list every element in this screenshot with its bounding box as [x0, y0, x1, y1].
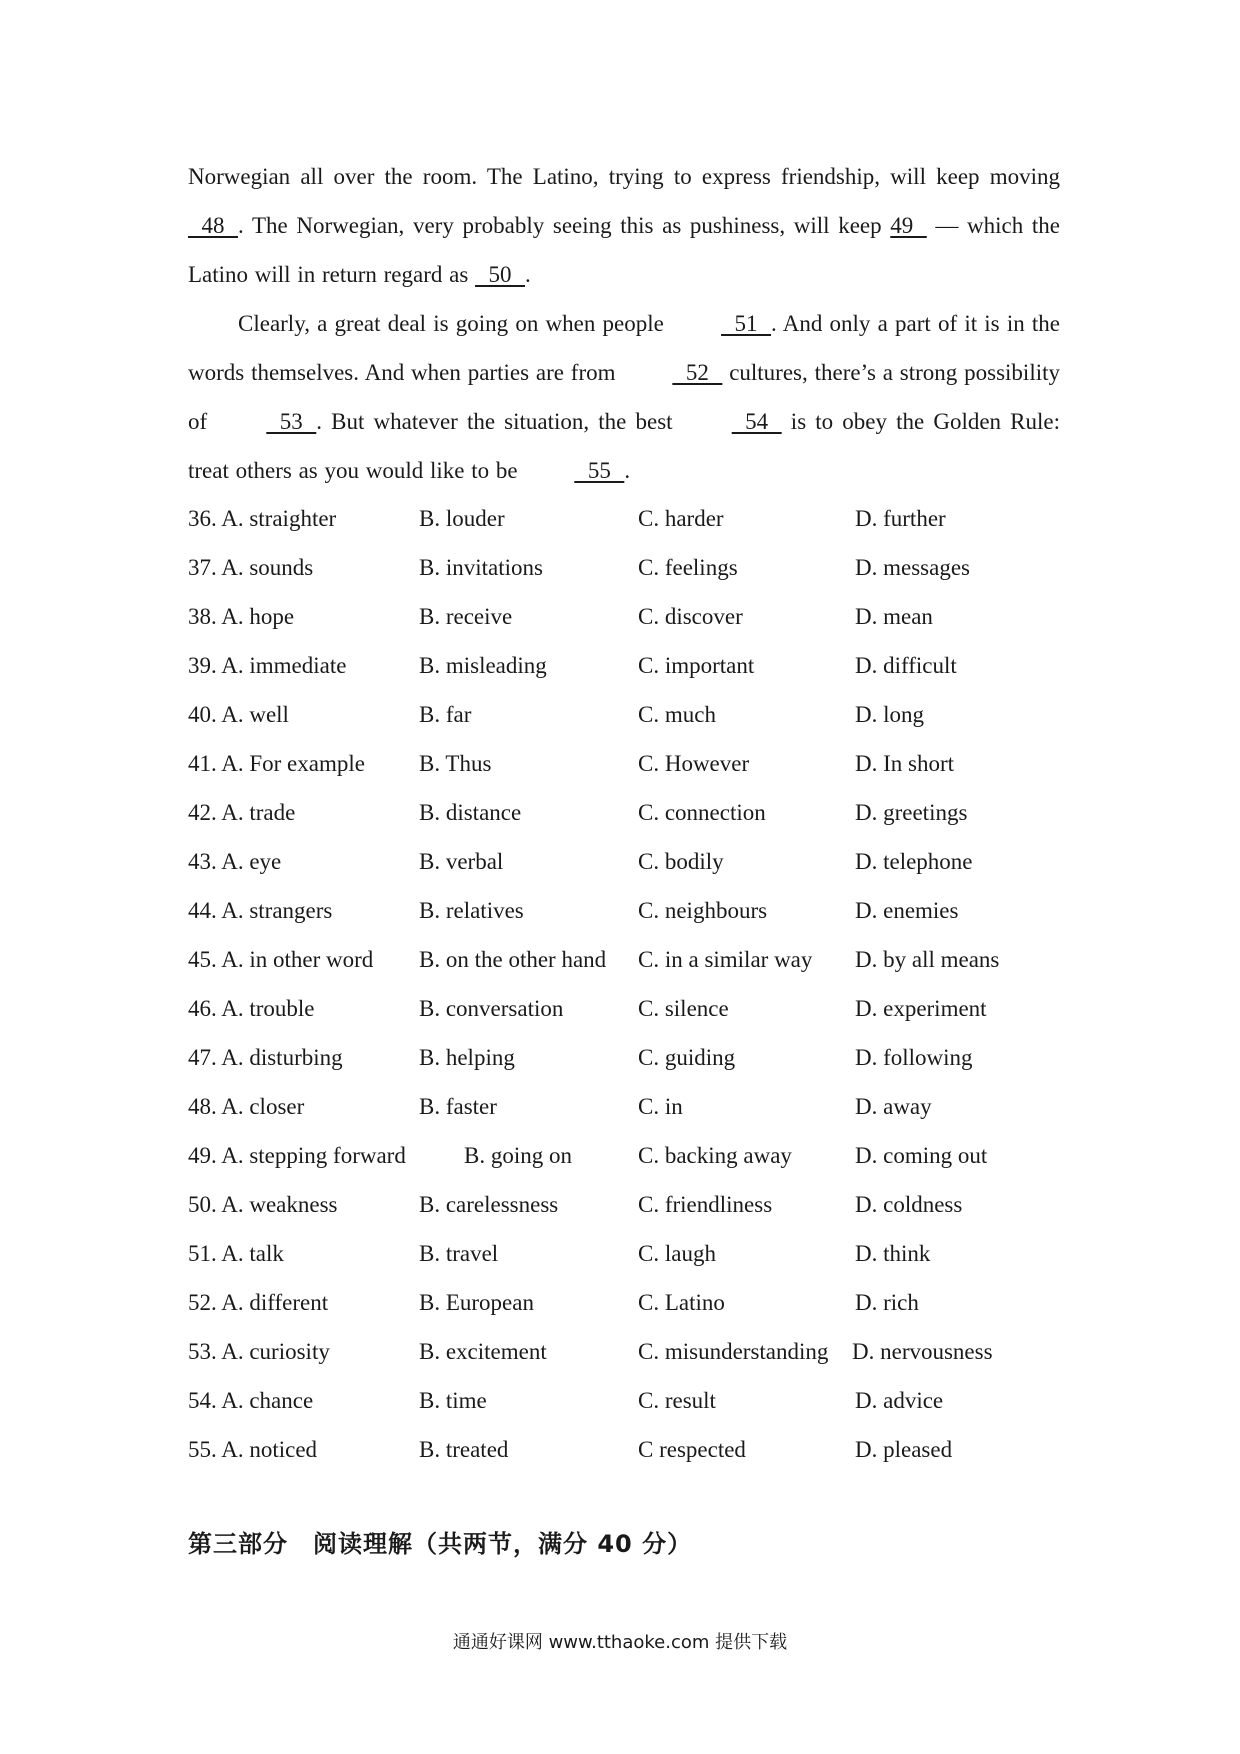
option-d: D. following — [855, 1045, 973, 1070]
option-b: B. helping — [419, 1045, 515, 1070]
blank-49: 49 — [890, 213, 927, 238]
passage-text: . — [624, 458, 631, 483]
option-b: B. misleading — [419, 653, 547, 678]
question-row — [188, 984, 1068, 1033]
question-row — [188, 1082, 1068, 1131]
option-d: D. In short — [855, 751, 955, 776]
passage-paragraph-1 — [188, 152, 1060, 299]
question-row — [188, 641, 1068, 690]
option-d: D. by all means — [855, 947, 1000, 972]
option-a: 48. A. closer — [188, 1094, 305, 1119]
option-c: C. connection — [638, 800, 766, 825]
option-d: D. experiment — [855, 996, 987, 1021]
option-d: D. enemies — [855, 898, 959, 923]
passage-paragraph-2 — [188, 299, 1060, 495]
option-c: C. feelings — [638, 555, 738, 580]
option-b: B. far — [419, 702, 472, 727]
question-row — [188, 1327, 1068, 1376]
option-a: 43. A. eye — [188, 849, 282, 874]
option-b: B. treated — [419, 1437, 509, 1462]
option-d: D. pleased — [855, 1437, 953, 1462]
question-row — [188, 1278, 1068, 1327]
answer-options-list — [188, 494, 1068, 1474]
option-a: 44. A. strangers — [188, 898, 333, 923]
blank-55: 55 — [574, 458, 625, 483]
passage-text: Norwegian all over the room. The Latino, trying to express friendship, will keep moving — [188, 164, 1060, 189]
option-b: B. receive — [419, 604, 513, 629]
option-d: D. coming out — [855, 1143, 988, 1168]
option-d: D. nervousness — [852, 1339, 993, 1364]
passage-text: is to obey the Golden Rule: treat others as you would like to be — [188, 409, 1061, 483]
option-c: C. silence — [638, 996, 729, 1021]
question-row — [188, 739, 1068, 788]
option-a: 50. A. weakness — [188, 1192, 338, 1217]
option-c: C. misunderstanding — [638, 1339, 829, 1364]
option-a: 53. A. curiosity — [188, 1339, 330, 1364]
option-d: D. long — [855, 702, 924, 727]
option-b: B. excitement — [419, 1339, 547, 1364]
option-d: D. further — [855, 506, 946, 531]
option-a: 45. A. in other word — [188, 947, 374, 972]
option-d: D. greetings — [855, 800, 968, 825]
option-c: C. friendliness — [638, 1192, 773, 1217]
option-d: D. messages — [855, 555, 970, 580]
option-c: C. harder — [638, 506, 724, 531]
option-d: D. away — [855, 1094, 932, 1119]
option-c: C. bodily — [638, 849, 724, 874]
option-c: C. However — [638, 751, 750, 776]
option-c: C. Latino — [638, 1290, 725, 1315]
option-c: C. in — [638, 1094, 683, 1119]
option-b: B. travel — [419, 1241, 499, 1266]
option-a: 55. A. noticed — [188, 1437, 318, 1462]
question-row — [188, 543, 1068, 592]
option-c: C. result — [638, 1388, 716, 1413]
question-row — [188, 1229, 1068, 1278]
question-row — [188, 886, 1068, 935]
option-c: C. in a similar way — [638, 947, 813, 972]
option-a: 41. A. For example — [188, 751, 365, 776]
option-b: B. conversation — [419, 996, 564, 1021]
blank-48: 48 — [188, 213, 238, 238]
option-b: B. time — [419, 1388, 487, 1413]
option-d: D. coldness — [855, 1192, 963, 1217]
option-b: B. carelessness — [419, 1192, 559, 1217]
passage-text: Clearly, a great deal is going on when people — [238, 311, 672, 336]
blank-51: 51 — [721, 311, 772, 336]
option-a: 38. A. hope — [188, 604, 295, 629]
option-d: D. think — [855, 1241, 931, 1266]
option-d: D. mean — [855, 604, 933, 629]
passage-text: cultures, there’s a strong possibility of — [188, 360, 1060, 434]
option-d: D. difficult — [855, 653, 957, 678]
option-d: D. rich — [855, 1290, 919, 1315]
option-c: C respected — [638, 1437, 746, 1462]
option-d: D. advice — [855, 1388, 944, 1413]
question-row — [188, 592, 1068, 641]
option-a: 37. A. sounds — [188, 555, 314, 580]
option-a: 42. A. trade — [188, 800, 296, 825]
option-b: B. on the other hand — [419, 947, 607, 972]
option-a: 52. A. different — [188, 1290, 329, 1315]
question-row — [188, 1376, 1068, 1425]
option-b: B. going on — [464, 1143, 572, 1168]
option-b: B. Thus — [419, 751, 492, 776]
option-c: C. guiding — [638, 1045, 736, 1070]
option-b: B. faster — [419, 1094, 497, 1119]
option-b: B. louder — [419, 506, 505, 531]
blank-54: 54 — [731, 409, 782, 434]
question-row — [188, 1425, 1068, 1474]
option-a: 54. A. chance — [188, 1388, 314, 1413]
option-b: B. verbal — [419, 849, 504, 874]
section-heading: 第三部分 阅读理解（共两节，满分 40 分） — [188, 1530, 693, 1558]
option-a: 36. A. straighter — [188, 506, 337, 531]
option-b: B. European — [419, 1290, 534, 1315]
option-a: 39. A. immediate — [188, 653, 347, 678]
question-row — [188, 1180, 1068, 1229]
option-c: C. discover — [638, 604, 743, 629]
option-c: C. laugh — [638, 1241, 716, 1266]
passage-text: . The Norwegian, very probably seeing this as pushiness, will keep — [238, 213, 891, 238]
option-c: C. important — [638, 653, 755, 678]
question-row — [188, 494, 1068, 543]
option-c: C. neighbours — [638, 898, 768, 923]
option-a: 47. A. disturbing — [188, 1045, 343, 1070]
option-b: B. distance — [419, 800, 522, 825]
blank-52: 52 — [672, 360, 723, 385]
option-a: 40. A. well — [188, 702, 289, 727]
passage-text: . But whatever the situation, the best — [316, 409, 682, 434]
option-c: C. backing away — [638, 1143, 792, 1168]
blank-50: 50 — [475, 262, 526, 287]
question-row — [188, 690, 1068, 739]
question-row — [188, 935, 1068, 984]
question-row — [188, 1131, 1068, 1180]
option-a: 51. A. talk — [188, 1241, 284, 1266]
question-row — [188, 837, 1068, 886]
passage-text: . And only a part of it is in the words themselves. And when parties are from — [188, 311, 1061, 385]
option-a: 46. A. trouble — [188, 996, 315, 1021]
option-d: D. telephone — [855, 849, 973, 874]
passage-text: — which the Latino will in return regard as — [188, 213, 1060, 287]
question-row — [188, 1033, 1068, 1082]
passage-text: . — [525, 262, 531, 287]
option-b: B. relatives — [419, 898, 524, 923]
option-c: C. much — [638, 702, 716, 727]
option-b: B. invitations — [419, 555, 543, 580]
page-footer: 通通好课网 www.tthaoke.com 提供下载 — [452, 1632, 788, 1653]
question-row — [188, 788, 1068, 837]
option-a: 49. A. stepping forward — [188, 1143, 406, 1168]
blank-53: 53 — [266, 409, 317, 434]
